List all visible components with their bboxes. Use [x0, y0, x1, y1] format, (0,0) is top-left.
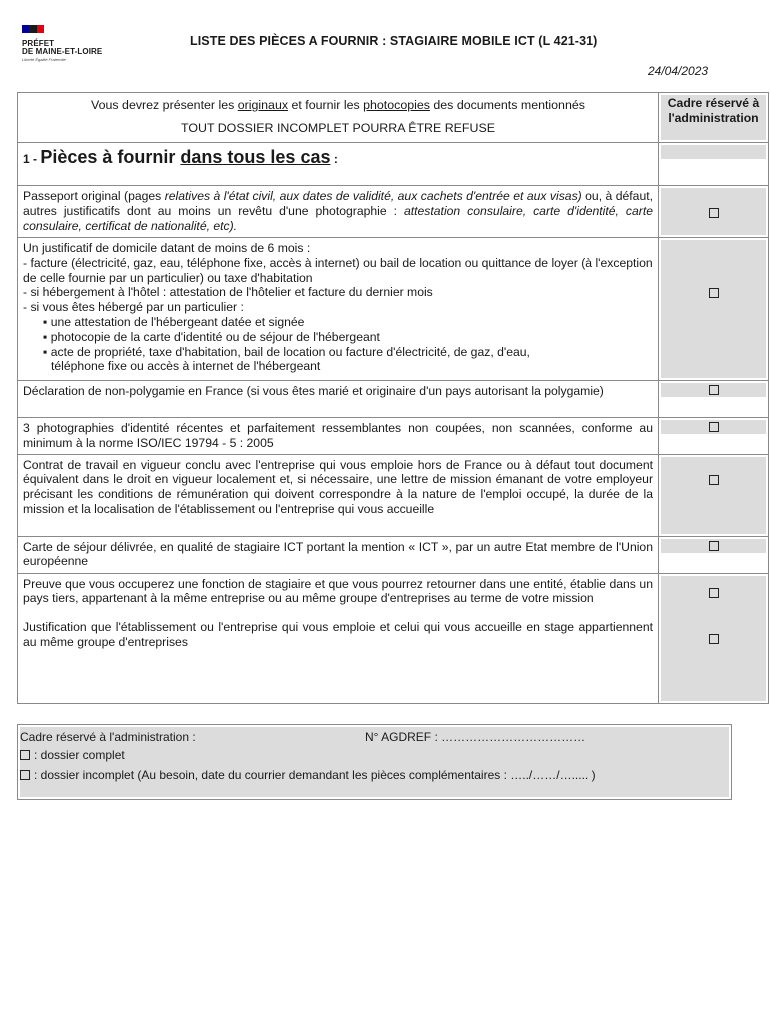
complete-checkbox[interactable] [20, 750, 30, 760]
polygamy-checkbox[interactable] [709, 385, 719, 395]
residence-item: Carte de séjour délivrée, en qualité de stagiaire ICT portant la mention « ICT », par un autre Etat membre de l'Union européenne [18, 536, 659, 573]
passport-text: Passeport original (pages [23, 189, 165, 203]
domicile-option-2: - si hébergement à l'hôtel : attestation de l'hôtelier et facture du dernier mois [23, 285, 433, 300]
residence-checkbox[interactable] [709, 541, 719, 551]
copies-word: photocopies [363, 98, 430, 112]
document-title: LISTE DES PIÈCES A FOURNIR : STAGIAIRE MOBILE ICT (L 421-31) [190, 34, 598, 48]
intro-row [18, 93, 769, 143]
intro-text-part: Vous devrez présenter les [91, 98, 238, 112]
domicile-item [18, 238, 659, 381]
domicile-row [18, 238, 769, 381]
admin-box [17, 724, 732, 800]
intro-text-part: et fournir les [288, 98, 364, 112]
originals-word: originaux [237, 98, 289, 112]
photos-admin-cell [659, 418, 769, 455]
incomplete-option [20, 768, 596, 782]
domicile-sub-item: ▪ acte de propriété, taxe d'habitation, bail de location ou facture d'électricité, de gaz, d'eau, [43, 344, 530, 359]
prefecture-logo [22, 22, 112, 62]
complete-option [20, 748, 125, 762]
passport-item [18, 186, 659, 238]
justification-text: Justification que l'établissement ou l'entreprise qui vous emploie et celui qui vous accueille en stage appartiennent au même groupe d'entreprises [23, 620, 653, 649]
shaded-area [661, 240, 766, 378]
admin-header-cell [659, 93, 769, 143]
domicile-sub-item: ▪ une attestation de l'hébergeant datée et signée [43, 314, 305, 329]
complete-label: : dossier complet [34, 748, 125, 762]
domicile-title: Un justificatif de domicile datant de moins de 6 mois : [23, 241, 311, 255]
proof-item [18, 573, 659, 703]
residence-admin-cell [659, 536, 769, 573]
incomplete-label: : dossier incomplet (Au besoin, date du courrier demandant les pièces complémentaires : …../……/…..... ) [34, 768, 596, 782]
polygamy-row [18, 381, 769, 418]
logo-motto: Liberté Égalité Fraternité [22, 57, 66, 62]
proof-admin-cell [659, 573, 769, 703]
contract-item: Contrat de travail en vigueur conclu avec l'entreprise qui vous emploie hors de France ou à défaut tout document équivalent dans le droit en vigueur localement et, si nécessaire, une lettre de mission émanant de votre employeur précisant les conditions de rémunération qui doivent correspondre à la nature de l'emploi occupé, la durée de la mission et la localisation de l'établissement ou l'entreprise qui vous accueille [18, 454, 659, 536]
domicile-option-1: - facture (électricité, gaz, eau, téléphone fixe, accès à internet) ou bail de location ou quittance de loyer (à l'exception de celle fournie par un particulier) ou taxe d'habitation [23, 255, 653, 285]
intro-text-part: des documents mentionnés [429, 98, 585, 112]
passport-checkbox[interactable] [709, 208, 719, 218]
proof-checkbox[interactable] [709, 588, 719, 598]
section-colon: : [330, 152, 338, 166]
section-number: 1 - [23, 152, 41, 166]
intro-text [23, 96, 653, 113]
incomplete-checkbox[interactable] [20, 770, 30, 780]
polygamy-item: Déclaration de non-polygamie en France (si vous êtes marié et originaire d'un pays autorisant la polygamie) [18, 381, 659, 418]
section-admin-cell [659, 143, 769, 186]
photos-checkbox[interactable] [709, 422, 719, 432]
admin-box-label: Cadre réservé à l'administration : [20, 730, 196, 744]
domicile-admin-cell [659, 238, 769, 381]
domicile-option-3: - si vous êtes hébergé par un particulier : [23, 300, 244, 315]
passport-admin-cell [659, 186, 769, 238]
passport-row [18, 186, 769, 238]
shaded-area [661, 457, 766, 534]
contract-checkbox[interactable] [709, 475, 719, 485]
proof-text: Preuve que vous occuperez une fonction de stagiaire et que vous pourrez retourner dans une entité, établie dans un pays tiers, appartenant à la même entreprise ou au même groupe d'entreprises au terme de votre mission [23, 576, 653, 606]
agdref-field[interactable]: N° AGDREF : ……………………………… [365, 730, 586, 744]
contract-row [18, 454, 769, 536]
section-row [18, 143, 769, 186]
domicile-sub-item: ▪ photocopie de la carte d'identité ou de séjour de l'hébergeant [43, 329, 380, 344]
marianne-flag-icon [22, 25, 44, 33]
section-cell [18, 143, 659, 186]
justification-checkbox[interactable] [709, 634, 719, 644]
photos-row [18, 418, 769, 455]
proof-row [18, 573, 769, 703]
section-title-part: Pièces à fournir [40, 147, 181, 167]
incomplete-warning: TOUT DOSSIER INCOMPLET POURRA ÊTRE REFUSE [181, 121, 495, 135]
domicile-checkbox[interactable] [709, 288, 719, 298]
admin-header: Cadre réservé à l'administration [667, 96, 760, 125]
passport-text-italic: attestation consulaire, carte d'identité, carte consulaire, certificat de nationalité, etc). [23, 203, 653, 233]
logo-line-2: DE MAINE-ET-LOIRE [22, 47, 103, 56]
section-title-underlined: dans tous les cas [180, 147, 331, 167]
polygamy-admin-cell [659, 381, 769, 418]
domicile-sub-item: téléphone fixe ou accès à internet de l'hébergeant [51, 359, 321, 374]
contract-admin-cell [659, 454, 769, 536]
logo-line-1: PRÉFET [22, 39, 55, 48]
section-title [23, 146, 653, 173]
intro-cell [18, 93, 659, 143]
residence-row [18, 536, 769, 573]
passport-text-italic: relatives à l'état civil, aux dates de validité, aux cachets d'entrée et aux visas) [164, 189, 582, 203]
shaded-area [661, 145, 766, 159]
document-date: 24/04/2023 [648, 64, 709, 78]
photos-item: 3 photographies d'identité récentes et parfaitement ressemblantes non coupées, non scannées, conforme au minimum à la norme ISO/IEC 19794 - 5 : 2005 [18, 418, 659, 455]
documents-table [17, 92, 769, 704]
passport-text: ou, à défaut, autres justificatifs dont au moins un revêtu d'une photographie : [23, 189, 653, 218]
